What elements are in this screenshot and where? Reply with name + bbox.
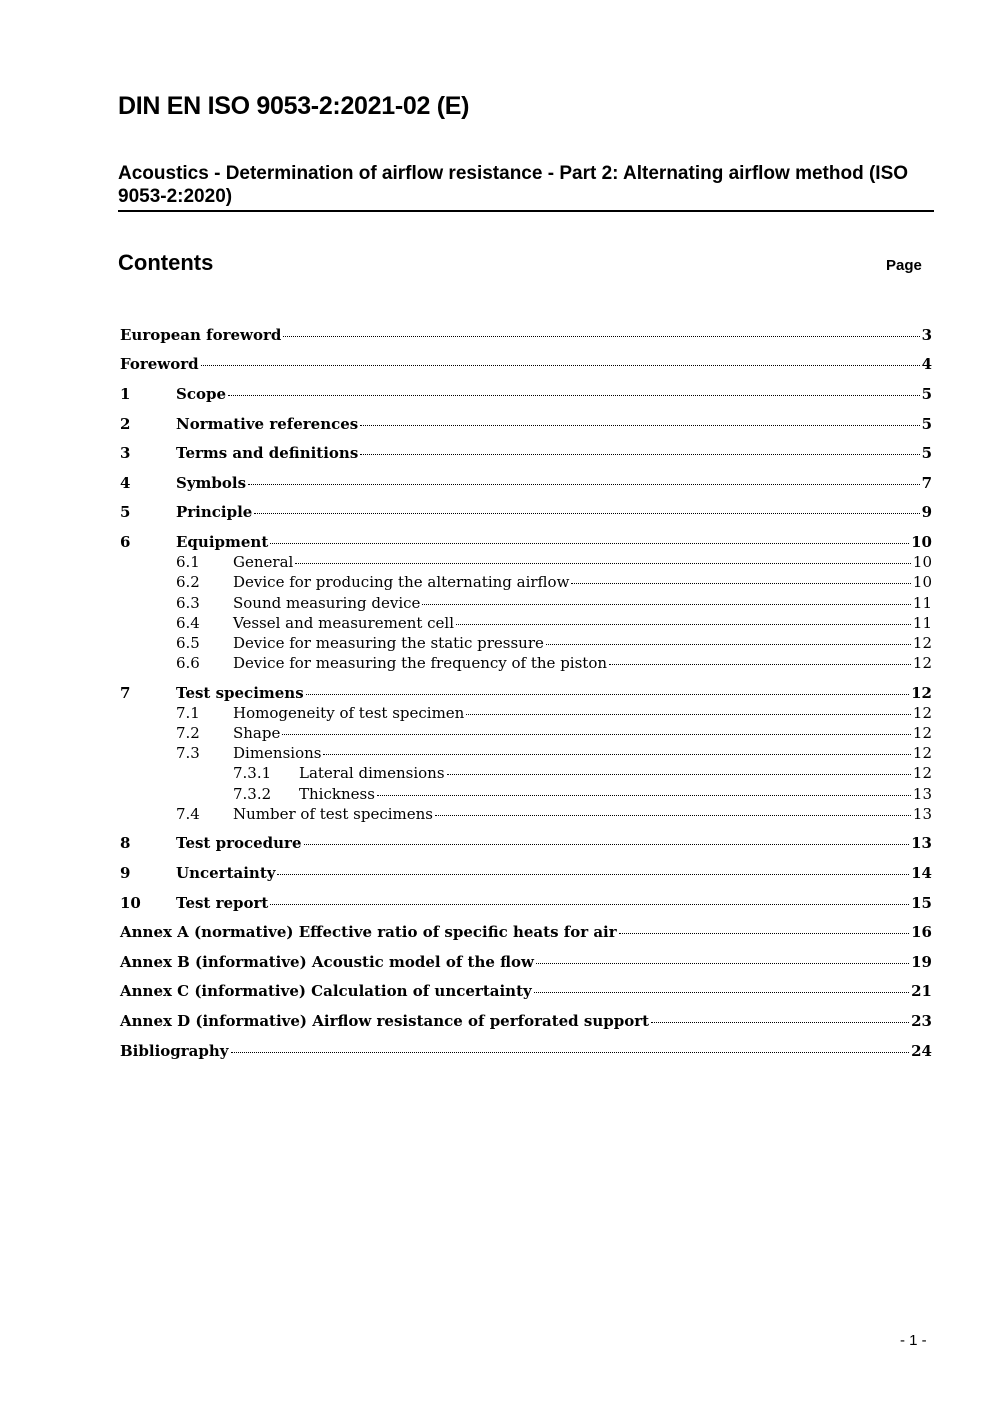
toc-leader bbox=[435, 815, 911, 816]
toc-entry-label: Normative references bbox=[176, 415, 359, 433]
toc-entry-principle[interactable] bbox=[120, 503, 932, 521]
toc-entry-page: 13 bbox=[912, 805, 932, 823]
toc-entry-label: Annex B (informative) Acoustic model of the flow bbox=[120, 953, 534, 971]
toc-entry-6-1[interactable] bbox=[176, 553, 932, 571]
toc-entry-bibliography[interactable] bbox=[120, 1042, 932, 1060]
toc-entry-page: 14 bbox=[911, 864, 932, 882]
toc-leader bbox=[534, 992, 909, 993]
toc-leader bbox=[360, 454, 919, 455]
toc-entry-page: 3 bbox=[921, 326, 932, 344]
toc-entry-6-4[interactable] bbox=[176, 614, 932, 632]
toc-entry-page: 12 bbox=[912, 654, 932, 672]
toc-entry-label: Scope bbox=[176, 385, 227, 403]
toc-entry-page: 11 bbox=[912, 594, 932, 612]
toc-leader bbox=[248, 484, 920, 485]
toc-entry-label: Annex C (informative) Calculation of uncertainty bbox=[120, 982, 532, 1000]
toc-entry-label: Test report bbox=[176, 894, 269, 912]
toc-entry-page: 24 bbox=[911, 1042, 932, 1060]
toc-entry-number: 7.3.1 bbox=[233, 764, 272, 782]
toc-entry-number: 6.3 bbox=[176, 594, 200, 612]
toc-leader bbox=[282, 734, 911, 735]
toc-entry-number: 7.1 bbox=[176, 704, 200, 722]
toc-leader bbox=[546, 644, 911, 645]
toc-entry-number: 3 bbox=[120, 444, 131, 462]
toc-entry-number: 7.3 bbox=[176, 744, 200, 762]
toc-entry-label: Sound measuring device bbox=[233, 594, 421, 612]
title-rule bbox=[118, 210, 934, 212]
toc-entry-page: 10 bbox=[911, 533, 932, 551]
toc-entry-label: Bibliography bbox=[120, 1042, 229, 1060]
toc-entry-page: 10 bbox=[912, 573, 932, 591]
toc-entry-label: Device for measuring the static pressure bbox=[233, 634, 544, 652]
toc-entry-page: 9 bbox=[921, 503, 932, 521]
document-title: DIN EN ISO 9053-2:2021-02 (E) bbox=[118, 92, 470, 120]
toc-entry-7-1[interactable] bbox=[176, 704, 932, 722]
toc-entry-7-4[interactable] bbox=[176, 805, 932, 823]
toc-entry-page: 19 bbox=[911, 953, 932, 971]
toc-entry-annex-d[interactable] bbox=[120, 1012, 932, 1030]
toc-entry-page: 10 bbox=[912, 553, 932, 571]
toc-entry-number: 7 bbox=[120, 684, 131, 702]
toc-entry-number: 7.2 bbox=[176, 724, 200, 742]
toc-entry-label: Test specimens bbox=[176, 684, 304, 702]
toc-entry-label: Shape bbox=[233, 724, 281, 742]
toc-entry-number: 2 bbox=[120, 415, 131, 433]
toc-entry-6-6[interactable] bbox=[176, 654, 932, 672]
toc-entry-number: 7.4 bbox=[176, 805, 200, 823]
toc-leader bbox=[304, 844, 910, 845]
footer-page-number: - 1 - bbox=[900, 1332, 927, 1349]
toc-entry-number: 6.1 bbox=[176, 553, 200, 571]
toc-entry-annex-b[interactable] bbox=[120, 953, 932, 971]
toc-entry-7-3-2[interactable] bbox=[233, 785, 932, 803]
toc-entry-number: 6.4 bbox=[176, 614, 200, 632]
toc-entry-page: 7 bbox=[921, 474, 932, 492]
toc-leader bbox=[201, 365, 920, 366]
toc-entry-page: 12 bbox=[912, 634, 932, 652]
toc-entry-page: 5 bbox=[921, 444, 932, 462]
toc-entry-label: General bbox=[233, 553, 294, 571]
toc-entry-page: 5 bbox=[921, 385, 932, 403]
toc-entry-number: 6.6 bbox=[176, 654, 200, 672]
toc-entry-label: Homogeneity of test specimen bbox=[233, 704, 465, 722]
toc-entry-label: Thickness bbox=[299, 785, 375, 803]
toc-entry-label: Test procedure bbox=[176, 834, 302, 852]
toc-entry-page: 11 bbox=[912, 614, 932, 632]
toc-leader bbox=[360, 425, 919, 426]
toc-leader bbox=[456, 624, 911, 625]
toc-leader bbox=[466, 714, 911, 715]
toc-entry-page: 12 bbox=[912, 764, 932, 782]
toc-entry-page: 13 bbox=[911, 834, 932, 852]
toc-leader bbox=[377, 795, 911, 796]
toc-entry-label: Device for measuring the frequency of the piston bbox=[233, 654, 608, 672]
toc-entry-terms-and-definitions[interactable] bbox=[120, 444, 932, 462]
toc-entry-foreword[interactable] bbox=[120, 355, 932, 373]
toc-entry-page: 12 bbox=[912, 744, 932, 762]
toc-entry-page: 4 bbox=[921, 355, 932, 373]
toc-entry-6-5[interactable] bbox=[176, 634, 932, 652]
toc-entry-scope[interactable] bbox=[120, 385, 932, 403]
toc-leader bbox=[536, 963, 909, 964]
page-column-label: Page bbox=[886, 257, 922, 274]
toc-entry-page: 23 bbox=[911, 1012, 932, 1030]
toc-entry-number: 6.5 bbox=[176, 634, 200, 652]
toc-leader bbox=[295, 563, 911, 564]
toc-entry-label: Uncertainty bbox=[176, 864, 276, 882]
toc-entry-page: 15 bbox=[911, 894, 932, 912]
toc-entry-symbols[interactable] bbox=[120, 474, 932, 492]
toc-entry-number: 10 bbox=[120, 894, 141, 912]
toc-entry-label: Terms and definitions bbox=[176, 444, 359, 462]
toc-leader bbox=[306, 694, 909, 695]
toc-entry-number: 4 bbox=[120, 474, 131, 492]
toc-entry-uncertainty[interactable] bbox=[120, 864, 932, 882]
toc-entry-7-2[interactable] bbox=[176, 724, 932, 742]
toc-leader bbox=[231, 1052, 910, 1053]
toc-entry-annex-c[interactable] bbox=[120, 982, 932, 1000]
toc-leader bbox=[254, 513, 919, 514]
toc-entry-equipment[interactable] bbox=[120, 533, 932, 551]
toc-entry-annex-a[interactable] bbox=[120, 923, 932, 941]
toc-leader bbox=[277, 874, 909, 875]
toc-entry-test-specimens[interactable] bbox=[120, 684, 932, 702]
toc-entry-label: Foreword bbox=[120, 355, 199, 373]
toc-entry-label: European foreword bbox=[120, 326, 282, 344]
toc-entry-6-3[interactable] bbox=[176, 594, 932, 612]
toc-leader bbox=[228, 395, 920, 396]
toc-entry-label: Number of test specimens bbox=[233, 805, 434, 823]
toc-leader bbox=[571, 583, 910, 584]
toc-leader bbox=[422, 604, 910, 605]
toc-entry-page: 12 bbox=[912, 704, 932, 722]
toc-leader bbox=[619, 933, 909, 934]
toc-entry-7-3-1[interactable] bbox=[233, 764, 932, 782]
toc-leader bbox=[609, 664, 911, 665]
toc-entry-label: Dimensions bbox=[233, 744, 322, 762]
toc-entry-6-2[interactable] bbox=[176, 573, 932, 591]
toc-entry-page: 21 bbox=[911, 982, 932, 1000]
toc-entry-page: 16 bbox=[911, 923, 932, 941]
toc-entry-label: Vessel and measurement cell bbox=[233, 614, 455, 632]
toc-entry-test-report[interactable] bbox=[120, 894, 932, 912]
toc-entry-label: Symbols bbox=[176, 474, 247, 492]
toc-entry-number: 6.2 bbox=[176, 573, 200, 591]
document-subtitle: Acoustics - Determination of airflow resistance - Part 2: Alternating airflow method (ISO 9053-2:2020) bbox=[118, 163, 909, 207]
toc-entry-label: Device for producing the alternating airflow bbox=[233, 573, 570, 591]
contents-heading: Contents bbox=[118, 250, 214, 275]
toc-entry-number: 7.3.2 bbox=[233, 785, 272, 803]
toc-leader bbox=[447, 774, 911, 775]
toc-entry-number: 5 bbox=[120, 503, 131, 521]
toc-entry-page: 12 bbox=[911, 684, 932, 702]
toc-entry-number: 6 bbox=[120, 533, 131, 551]
toc-entry-7-3[interactable] bbox=[176, 744, 932, 762]
toc-entry-page: 12 bbox=[912, 724, 932, 742]
toc-entry-label: Annex A (normative) Effective ratio of specific heats for air bbox=[120, 923, 617, 941]
toc-leader bbox=[283, 336, 919, 337]
toc-entry-page: 13 bbox=[912, 785, 932, 803]
toc-leader bbox=[323, 754, 910, 755]
toc-entry-label: Lateral dimensions bbox=[299, 764, 445, 782]
toc-entry-label: Principle bbox=[176, 503, 253, 521]
toc-leader bbox=[270, 904, 909, 905]
toc-entry-number: 1 bbox=[120, 385, 131, 403]
toc-entry-label: Equipment bbox=[176, 533, 269, 551]
toc-entry-number: 8 bbox=[120, 834, 131, 852]
toc-entry-number: 9 bbox=[120, 864, 131, 882]
toc-entry-normative-references[interactable] bbox=[120, 415, 932, 433]
toc-entry-label: Annex D (informative) Airflow resistance of perforated support bbox=[120, 1012, 650, 1030]
toc-leader bbox=[270, 543, 909, 544]
toc-entry-test-procedure[interactable] bbox=[120, 834, 932, 852]
toc-leader bbox=[651, 1022, 909, 1023]
toc-entry-page: 5 bbox=[921, 415, 932, 433]
toc-entry-european-foreword[interactable] bbox=[120, 326, 932, 344]
